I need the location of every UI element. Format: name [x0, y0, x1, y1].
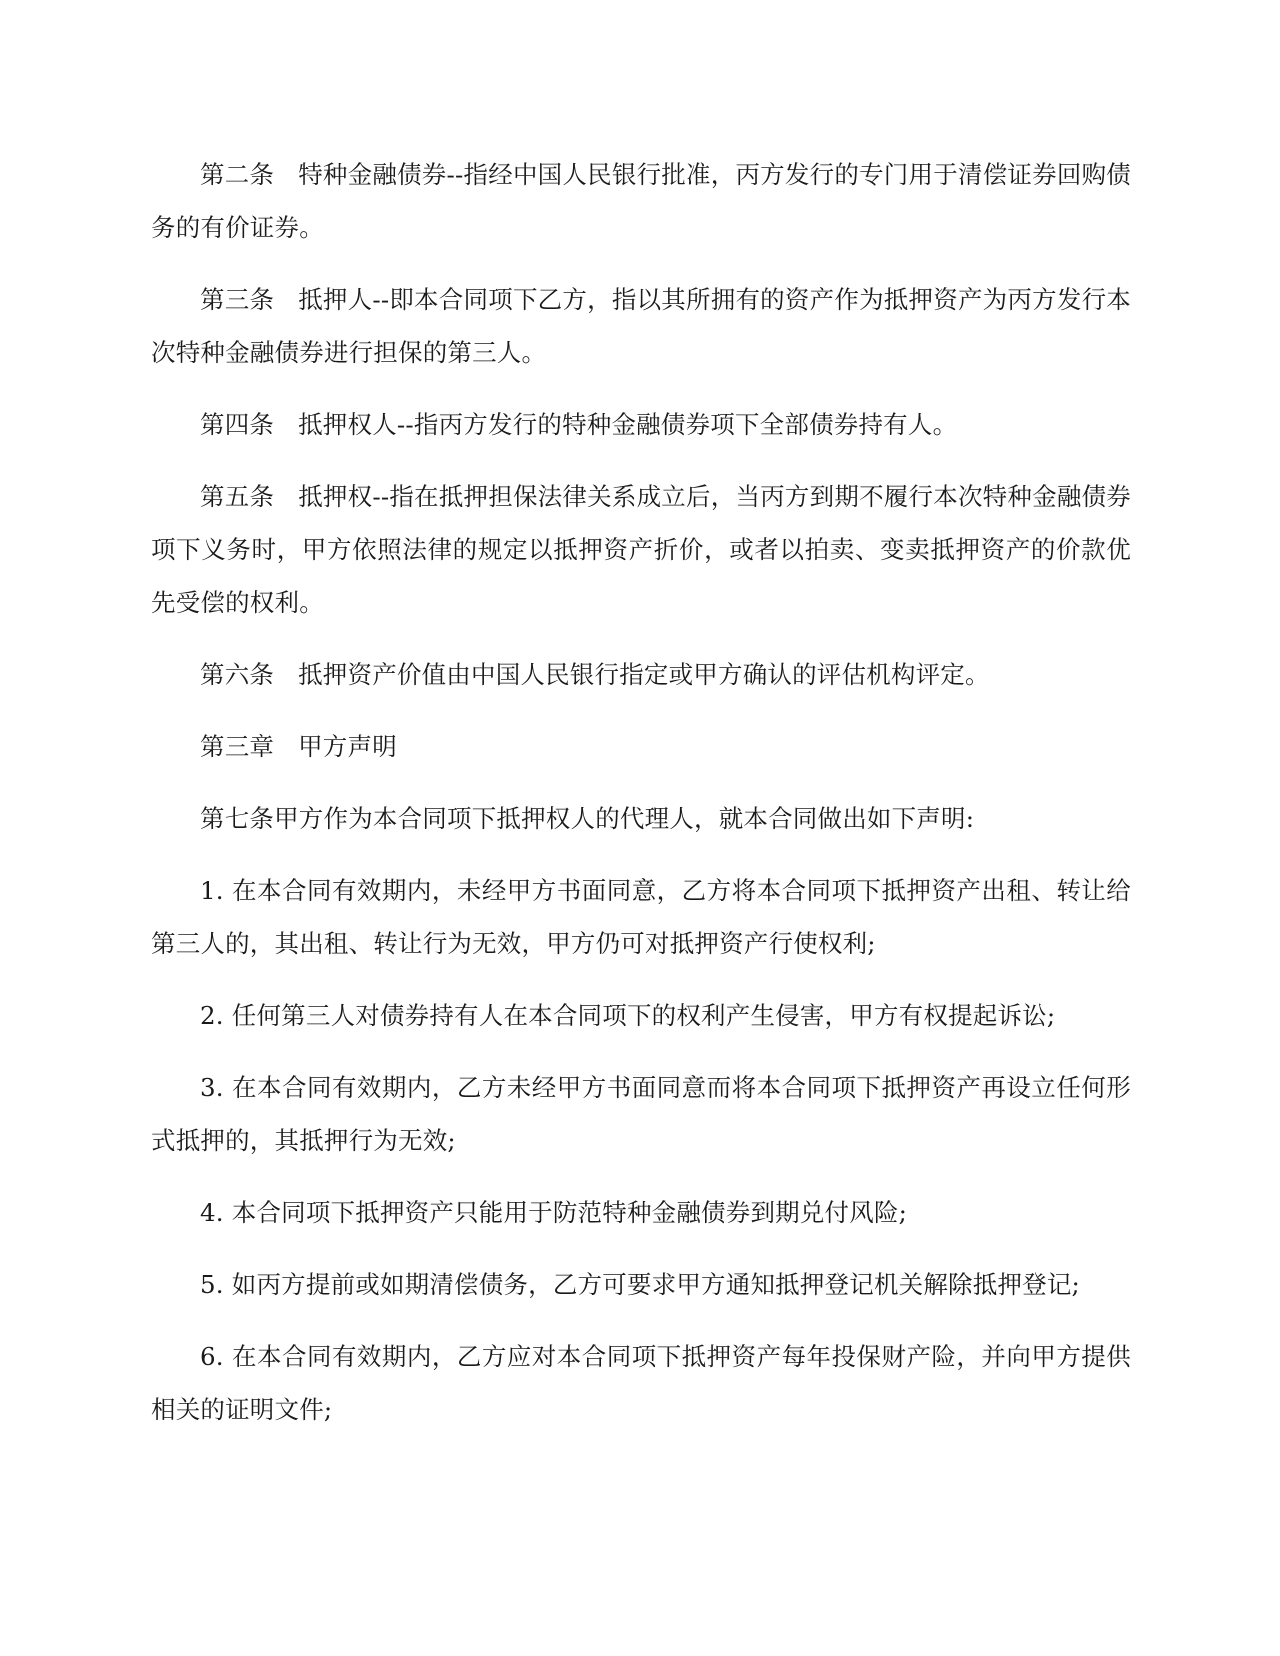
clause-6 [151, 1330, 1131, 1436]
chapter-3-heading [151, 720, 1131, 773]
article-text: 第七条甲方作为本合同项下抵押权人的代理人，就本合同做出如下声明: [200, 804, 975, 833]
article-7-intro [151, 792, 1131, 845]
clause-text: 5. 如丙方提前或如期清偿债务，乙方可要求甲方通知抵押登记机关解除抵押登记; [200, 1270, 1081, 1299]
clause-text: 3. 在本合同有效期内，乙方未经甲方书面同意而将本合同项下抵押资产再设立任何形式抵押的，其抵押行为无效; [151, 1073, 1131, 1155]
chapter-title: 甲方声明 [298, 732, 397, 761]
article-label: 第四条 [200, 410, 275, 439]
clause-text: 4. 本合同项下抵押资产只能用于防范特种金融债券到期兑付风险; [200, 1198, 908, 1227]
article-4 [151, 398, 1131, 451]
article-6 [151, 648, 1131, 701]
article-5 [151, 470, 1131, 629]
article-2 [151, 148, 1131, 254]
clause-text: 1. 在本合同有效期内，未经甲方书面同意，乙方将本合同项下抵押资产出租、转让给第三人的，其出租、转让行为无效，甲方仍可对抵押资产行使权利; [151, 876, 1131, 958]
article-text: 抵押资产价值由中国人民银行指定或甲方确认的评估机构评定。 [298, 660, 990, 689]
article-text: 抵押人--即本合同项下乙方，指以其所拥有的资产作为抵押资产为丙方发行本次特种金融债券进行担保的第三人。 [151, 285, 1131, 367]
article-label: 第三条 [200, 285, 275, 314]
clause-text: 2. 任何第三人对债券持有人在本合同项下的权利产生侵害，甲方有权提起诉讼; [200, 1001, 1056, 1030]
article-text: 抵押权--指在抵押担保法律关系成立后，当丙方到期不履行本次特种金融债券项下义务时，甲方依照法律的规定以抵押资产折价，或者以拍卖、变卖抵押资产的价款优先受偿的权利。 [151, 482, 1131, 617]
article-text: 特种金融债券--指经中国人民银行批准，丙方发行的专门用于清偿证券回购债务的有价证券。 [151, 160, 1131, 242]
chapter-label: 第三章 [200, 732, 275, 761]
clause-text: 6. 在本合同有效期内，乙方应对本合同项下抵押资产每年投保财产险，并向甲方提供相关的证明文件; [151, 1342, 1131, 1424]
clause-1 [151, 864, 1131, 970]
document-body [151, 148, 1131, 1455]
article-text: 抵押权人--指丙方发行的特种金融债券项下全部债券持有人。 [298, 410, 958, 439]
article-3 [151, 273, 1131, 379]
clause-2 [151, 989, 1131, 1042]
clause-4 [151, 1186, 1131, 1239]
article-label: 第六条 [200, 660, 275, 689]
article-label: 第二条 [200, 160, 275, 189]
clause-5 [151, 1258, 1131, 1311]
clause-3 [151, 1061, 1131, 1167]
article-label: 第五条 [200, 482, 275, 511]
